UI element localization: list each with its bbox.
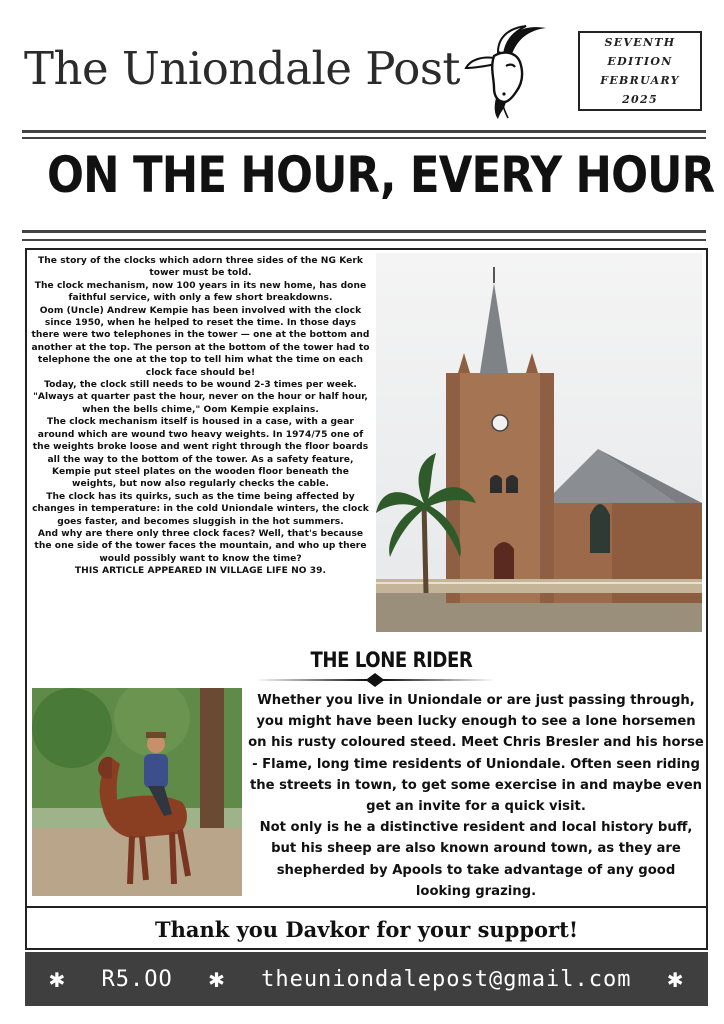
article-paragraph: Oom (Uncle) Andrew Kempie has been involved with the clock since 1950, when he helped to reset the time. In those days there were two telephones in the tower — one at the bottom and another at the top. The person at the bottom of the tower had to telephone the one at the top to tell him what the time on each clock face should be! [31, 305, 370, 378]
diamond-divider-icon [255, 673, 495, 687]
article-paragraph: Not only is he a distinctive resident and local history buff, but his sheep are also known around town, as they are shepherded by Apools to take advantage of any good looking grazing. [259, 820, 693, 899]
article-paragraph: The clock mechanism itself is housed in a case, with a gear around which are wound two heavy weights. In 1974/75 one of the weights broke loose and went right through the floor boards all the way to the bottom of the tower. As a safety feature, Kempie put steel plates on the wooden floor beneath the weights, but now also regularly checks the cable. [32, 417, 369, 490]
edition-box [578, 31, 702, 111]
email-link[interactable]: theuniondalepost@gmail.com [261, 966, 632, 992]
article-paragraph: And why are there only three clock faces? Well, that's because the one side of the tower faces the mountain, and who up there would possibly want to know the time? [34, 528, 367, 564]
thanks-text: Thank you Davkor for your support! [154, 916, 579, 942]
clock-article [30, 255, 371, 578]
headline-rule [22, 239, 706, 241]
goat-logo-icon [464, 22, 550, 120]
price: R5.OO [101, 966, 173, 992]
rider-photo [32, 688, 242, 896]
asterisk-icon: ✱ [667, 964, 684, 994]
asterisk-icon: ✱ [208, 964, 226, 994]
masthead-title: The Uniondale Post [24, 42, 460, 95]
article-paragraph: The story of the clocks which adorn three sides of the NG Kerk tower must be told. [38, 256, 363, 279]
edition-line: FEBRUARY [600, 74, 680, 87]
edition-line: SEVENTH [604, 36, 676, 49]
asterisk-icon: ✱ [49, 964, 66, 994]
edition-line: 2025 [622, 93, 658, 106]
church-photo [376, 253, 702, 632]
lone-rider-article [248, 690, 704, 902]
article-paragraph: The clock mechanism, now 100 years in its new home, has done faithful service, with only a few short breakdowns. [34, 280, 367, 304]
thanks-banner [25, 906, 708, 950]
masthead-rule [22, 130, 706, 133]
headline-rule [22, 230, 706, 233]
article-paragraph: Today, the clock still needs to be wound 2-3 times per week. "Always at quarter past the hour, never on the hour or half hour, when the bells chime," Oom Kempie explains. [33, 380, 368, 415]
lone-rider-title: THE LONE RIDER [310, 648, 473, 672]
headline: ON THE HOUR, EVERY HOUR [47, 146, 715, 204]
article-paragraph: Whether you live in Uniondale or are just passing through, you might have been lucky enough to see a lone horsemen on his rusty coloured steed. Meet Chris Bresler and his horse - Flame, long time residents of Uniondale. Often seen riding the streets in town, to get some exercise in and maybe even get an invite for a quick visit. [248, 693, 704, 815]
footer-bar [25, 952, 708, 1006]
article-paragraph: The clock has its quirks, such as the time being affected by changes in temperature: in the cold Uniondale winters, the clock goes faster, and becomes sluggish in the hot summers. [32, 491, 369, 527]
masthead-rule [22, 137, 706, 139]
article-source: THIS ARTICLE APPEARED IN VILLAGE LIFE NO 39. [74, 566, 327, 577]
edition-line: EDITION [607, 55, 673, 68]
